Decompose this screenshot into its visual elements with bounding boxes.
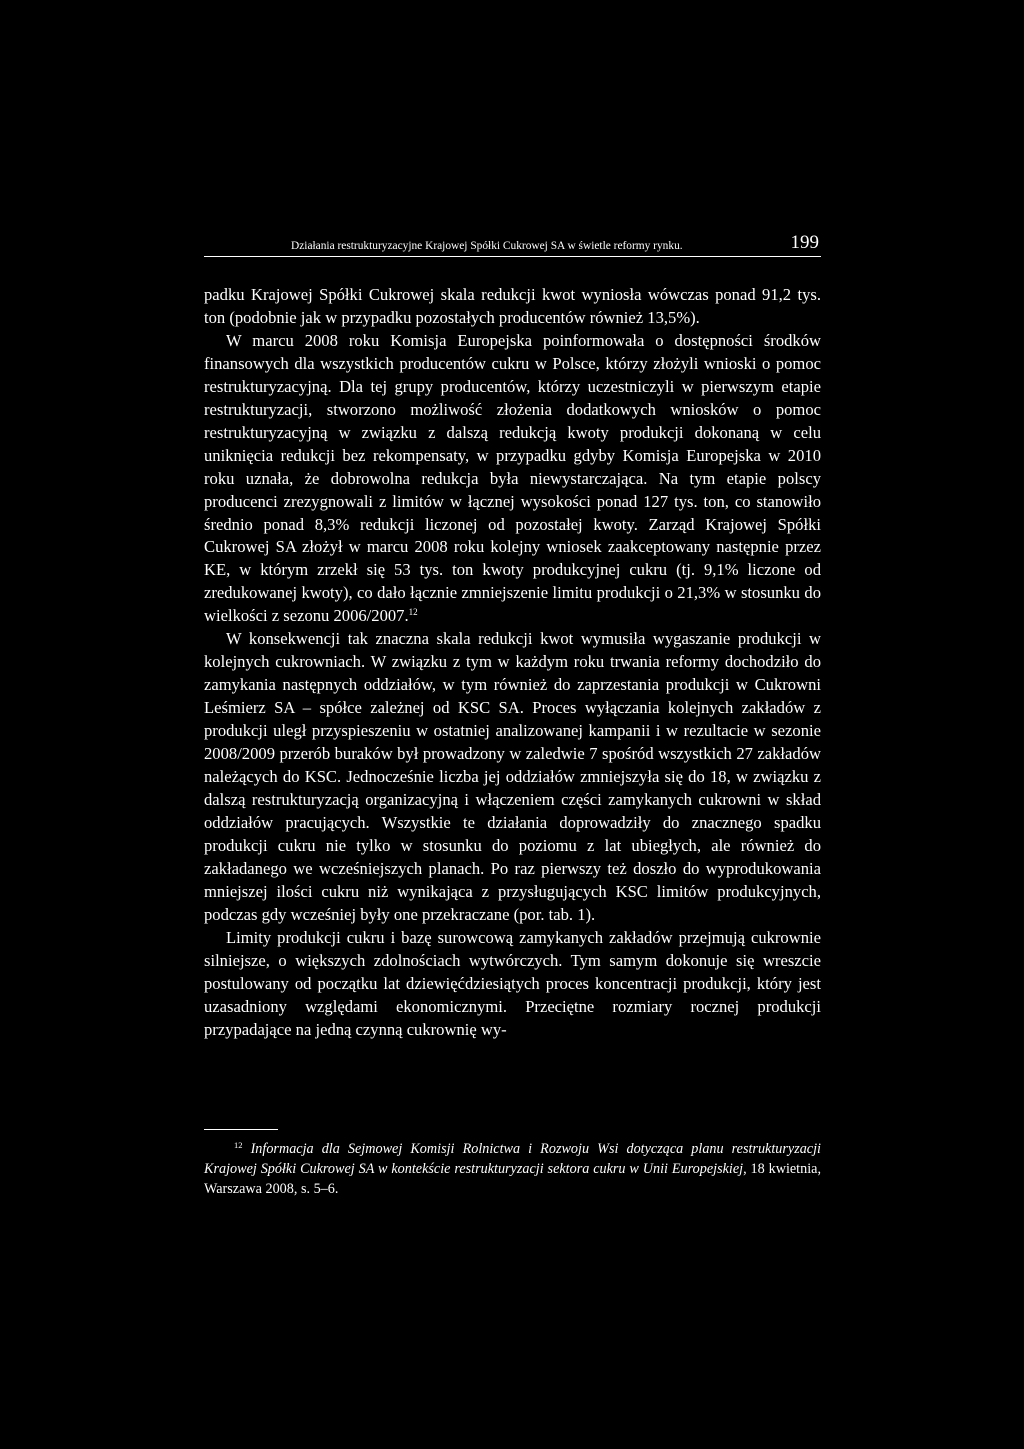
- document-page: [204, 0, 821, 1449]
- footnote-item: [204, 1139, 821, 1199]
- paragraph-text: W konsekwencji tak znaczna skala redukcji kwot wymusiła wygaszanie produkcji w kolejnych cukrowniach. W związku z tym w każdym roku trwania reformy dochodziło do zamykania następnych oddziałów, w tym również do zaprzestania produkcji w Cukrowni Leśmierz SA – spółce zależnej od KSC SA. Proces wyłączania kolejnych zakładów z produkcji uległ przyspieszeniu w ostatniej analizowanej kampanii i w rezultacie w sezonie 2008/2009 przerób buraków był prowadzony w zaledwie 7 spośród wszystkich 27 zakładów należących do KSC. Jednocześnie liczba jej oddziałów zmniejszyła się do 18, w związku z dalszą restrukturyzacją organizacyjną i włączeniem części zamykanych cukrowni w skład oddziałów pracujących. Wszystkie te działania doprowadziły do znacznego spadku produkcji cukru nie tylko w stosunku do poziomu z lat ubiegłych, ale również do zakładanego we wcześniejszych planach. Po raz pierwszy też doszło do wyprodukowania mniejszej ilości cukru niż wynikająca z przysługujących KSC limitów produkcyjnych, podczas gdy wcześniej były one przekraczane (por. tab. 1).: [204, 629, 821, 924]
- paragraph: [204, 628, 821, 926]
- footnote-details: , 18 kwietnia, Warszawa 2008, s. 5–6.: [204, 1161, 822, 1197]
- paragraph-continued: [204, 284, 821, 330]
- paragraph-text: padku Krajowej Spółki Cukrowej skala redukcji kwot wyniosła wówczas ponad 91,2 tys. ton (podobnie jak w przypadku pozostałych producentów również 13,5%).: [204, 285, 821, 327]
- paragraph: [204, 927, 821, 1042]
- footnotes: [204, 1139, 821, 1199]
- body-text: [204, 284, 821, 1041]
- header-rule: [204, 256, 821, 257]
- footnote-title: Informacja dla Sejmowej Komisji Rolnictwa i Rozwoju Wsi dotycząca planu restrukturyzacji Krajowej Spółki Cukrowej SA w kontekście restrukturyzacji sektora cukru w Unii Europejskiej: [204, 1141, 821, 1177]
- footnote-number: 12: [234, 1140, 243, 1150]
- running-title: Działania restrukturyzacyjne Krajowej Spółki Cukrowej SA w świetle reformy rynku.: [291, 240, 683, 252]
- paragraph-text: Limity produkcji cukru i bazę surowcową zamykanych zakładów przejmują cukrownie silniejsze, o większych zdolnościach wytwórczych. Tym samym dokonuje się wreszcie postulowany od początku lat dziewięćdziesiątych proces koncentracji produkcji, który jest uzasadniony względami ekonomicznymi. Przeciętne rozmiary rocznej produkcji przypadające na jedną czynną cukrownię wy-: [204, 927, 821, 1039]
- footnote-separator: [204, 1129, 278, 1130]
- footnote-reference[interactable]: 12: [408, 607, 418, 618]
- paragraph: [204, 330, 821, 628]
- paragraph-text: W marcu 2008 roku Komisja Europejska poinformowała o dostępności środków finansowych dla wszystkich producentów cukru w Polsce, którzy złożyli wnioski o pomoc restrukturyzacyjną. Dla tej grupy producentów, którzy uczestniczyli w pierwszym etapie restrukturyzacji, stworzono możliwość złożenia dodatkowych wniosków o pomoc restrukturyzacyjną w związku z dalszą redukcją kwoty produkcji dokonaną w celu uniknięcia redukcji bez rekompensaty, w przypadku gdyby Komisja Europejska w 2010 roku uznała, że dobrowolna redukcja była niewystarczająca. Na tym etapie polscy producenci zrezygnowali z limitów w łącznej wysokości ponad 127 tys. ton, co stanowiło średnio ponad 8,3% redukcji liczonej od pozostałej kwoty. Zarząd Krajowej Spółki Cukrowej SA złożył w marcu 2008 roku kolejny wniosek zaakceptowany następnie przez KE, w którym zrzekł się 53 tys. ton kwoty produkcyjnej cukru (tj. 9,1% liczone od zredukowanej kwoty), co dało łącznie zmniejszenie limitu produkcji o 21,3% w stosunku do wielkości z sezonu 2006/2007.: [204, 330, 821, 626]
- page-number: 199: [790, 232, 819, 253]
- running-head: [204, 232, 821, 256]
